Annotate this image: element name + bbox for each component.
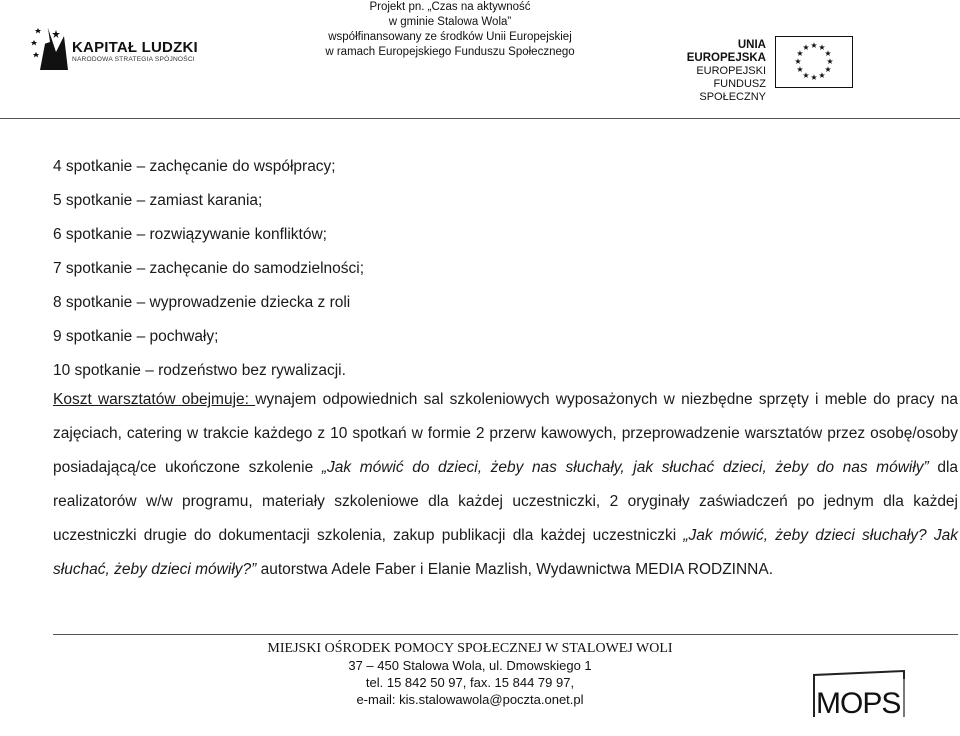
kapital-ludzki-subtitle: NARODOWA STRATEGIA SPÓJNOŚCI [72, 56, 195, 63]
svg-text:★: ★ [796, 49, 804, 58]
list-item: 4 spotkanie – zachęcanie do współpracy; [53, 158, 336, 175]
footer-address: 37 – 450 Stalowa Wola, ul. Dmowskiego 1 [348, 658, 592, 673]
project-line: Projekt pn. „Czas na aktywność [369, 1, 531, 13]
header-divider [0, 118, 960, 119]
list-item: 10 spotkanie – rodzeństwo bez rywalizacji. [53, 362, 346, 379]
svg-text:★: ★ [810, 73, 818, 82]
cost-text-1: wynajem odpowiednich sal szkoleniowych wyposażonych w niezbędne sprzęty i meble do pracy na zajęciach, catering w trakcie każdego z 10 spotkań w formie 2 przerw kawowych, przeprowadzenie warsztatów przez osobę/osoby posiadającą/ce ukończone szkolenie [53, 391, 958, 476]
book-title: „Jak mówić, żeby dzieci słuchały? Jak słuchać, żeby dzieci mówiły?” [53, 527, 959, 578]
eu-line-3: FUNDUSZ SPOŁECZNY [699, 78, 766, 103]
list-item: 6 spotkanie – rozwiązywanie konfliktów; [53, 226, 327, 243]
kapital-ludzki-title: KAPITAŁ LUDZKI [72, 39, 198, 56]
cost-text-3: autorstwa Adele Faber i Elanie Mazlish, Wydawnictwa MEDIA RODZINNA. [256, 561, 774, 578]
footer-email: e-mail: kis.stalowawola@poczta.onet.pl [356, 692, 584, 707]
cost-lead: Koszt warsztatów obejmuje: [53, 391, 256, 408]
eu-line-2: EUROPEJSKI [696, 65, 766, 77]
project-line: współfinansowany ze środków Unii Europejskiej [328, 31, 572, 43]
kapital-ludzki-logo-icon [26, 22, 76, 72]
project-line: w ramach Europejskiego Funduszu Społecznego [325, 46, 575, 58]
list-item: 7 spotkanie – zachęcanie do samodzielności; [53, 260, 365, 277]
svg-text:★: ★ [802, 43, 810, 52]
footer-contact [210, 640, 730, 708]
cost-text-2: dla realizatorów w/w programu, materiały szkoleniowe dla każdej uczestniczki, 2 oryginały zaświadczeń po jednym dla każdej uczestniczki drugie do dokumentacji szkolenia, zakup publikacji dla każdej uczestniczki [53, 459, 959, 544]
cost-paragraph [53, 383, 958, 587]
footer-divider [53, 634, 958, 635]
mops-logo-text: MOPS [816, 687, 901, 720]
footer-org: MIEJSKI OŚRODEK POMOCY SPOŁECZNEJ W STALOWEJ WOLI [267, 641, 673, 656]
mops-logo-icon [796, 665, 936, 723]
list-item: 8 spotkanie – wyprowadzenie dziecka z roli [53, 294, 351, 311]
footer-phone: tel. 15 842 50 97, fax. 15 844 79 97, [365, 675, 575, 690]
project-info [300, 0, 600, 60]
eu-flag-icon [775, 36, 853, 88]
list-item: 9 spotkanie – pochwały; [53, 328, 219, 345]
svg-text:★: ★ [802, 71, 810, 80]
svg-text:★: ★ [826, 57, 834, 66]
svg-text:★: ★ [818, 43, 826, 52]
svg-text:★: ★ [818, 71, 826, 80]
svg-text:★: ★ [794, 57, 802, 66]
list-item: 5 spotkanie – zamiast karania; [53, 192, 263, 209]
meeting-list [53, 152, 364, 390]
svg-text:★: ★ [810, 41, 818, 50]
svg-text:★: ★ [796, 65, 804, 74]
eu-line-1: UNIA EUROPEJSKA [686, 39, 766, 64]
project-line: w gminie Stalowa Wola” [388, 16, 512, 28]
eu-text [664, 39, 766, 104]
svg-text:★: ★ [824, 65, 832, 74]
page-header [0, 0, 960, 120]
training-title: „Jak mówić do dzieci, żeby nas słuchały, jak słuchać dzieci, żeby do nas mówiły” [321, 459, 929, 476]
svg-text:★: ★ [824, 49, 832, 58]
